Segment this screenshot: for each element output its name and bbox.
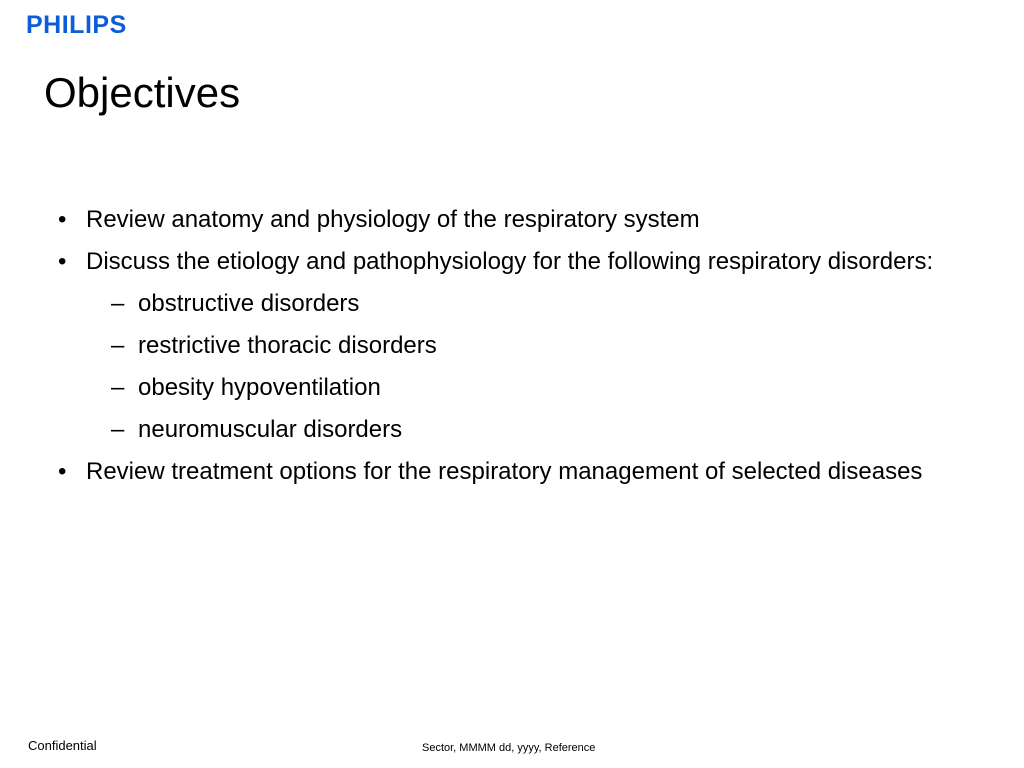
bullet-marker: • [58,248,67,275]
sub-bullet-marker: – [111,332,125,359]
sub-bullet-marker: – [111,290,125,317]
sub-bullet-item [56,287,976,321]
slide-title: Objectives [44,69,241,116]
sub-bullet-item [56,371,976,405]
bullet-text: Discuss the etiology and pathophysiology for the following respiratory disorders: [86,248,934,275]
bullet-marker: • [58,458,67,485]
bullet-text: Review anatomy and physiology of the respiratory system [86,206,700,233]
footer-reference: Sector, MMMM dd, yyyy, Reference [422,742,596,754]
footer-confidential: Confidential [28,738,97,753]
bullet-item [56,455,976,489]
bullet-item [56,245,976,279]
philips-logo: PHILIPS [26,11,127,39]
bullet-item [56,203,976,237]
sub-bullet-text: neuromuscular disorders [138,416,403,443]
sub-bullet-text: obstructive disorders [138,290,360,317]
bullet-list [56,203,976,497]
sub-bullet-marker: – [111,416,125,443]
sub-bullet-text: obesity hypoventilation [138,374,381,401]
bullet-text: Review treatment options for the respiratory management of selected diseases [86,458,923,485]
sub-bullet-text: restrictive thoracic disorders [138,332,437,359]
sub-bullet-item [56,329,976,363]
sub-bullet-item [56,413,976,447]
bullet-marker: • [58,206,67,233]
sub-bullet-marker: – [111,374,125,401]
